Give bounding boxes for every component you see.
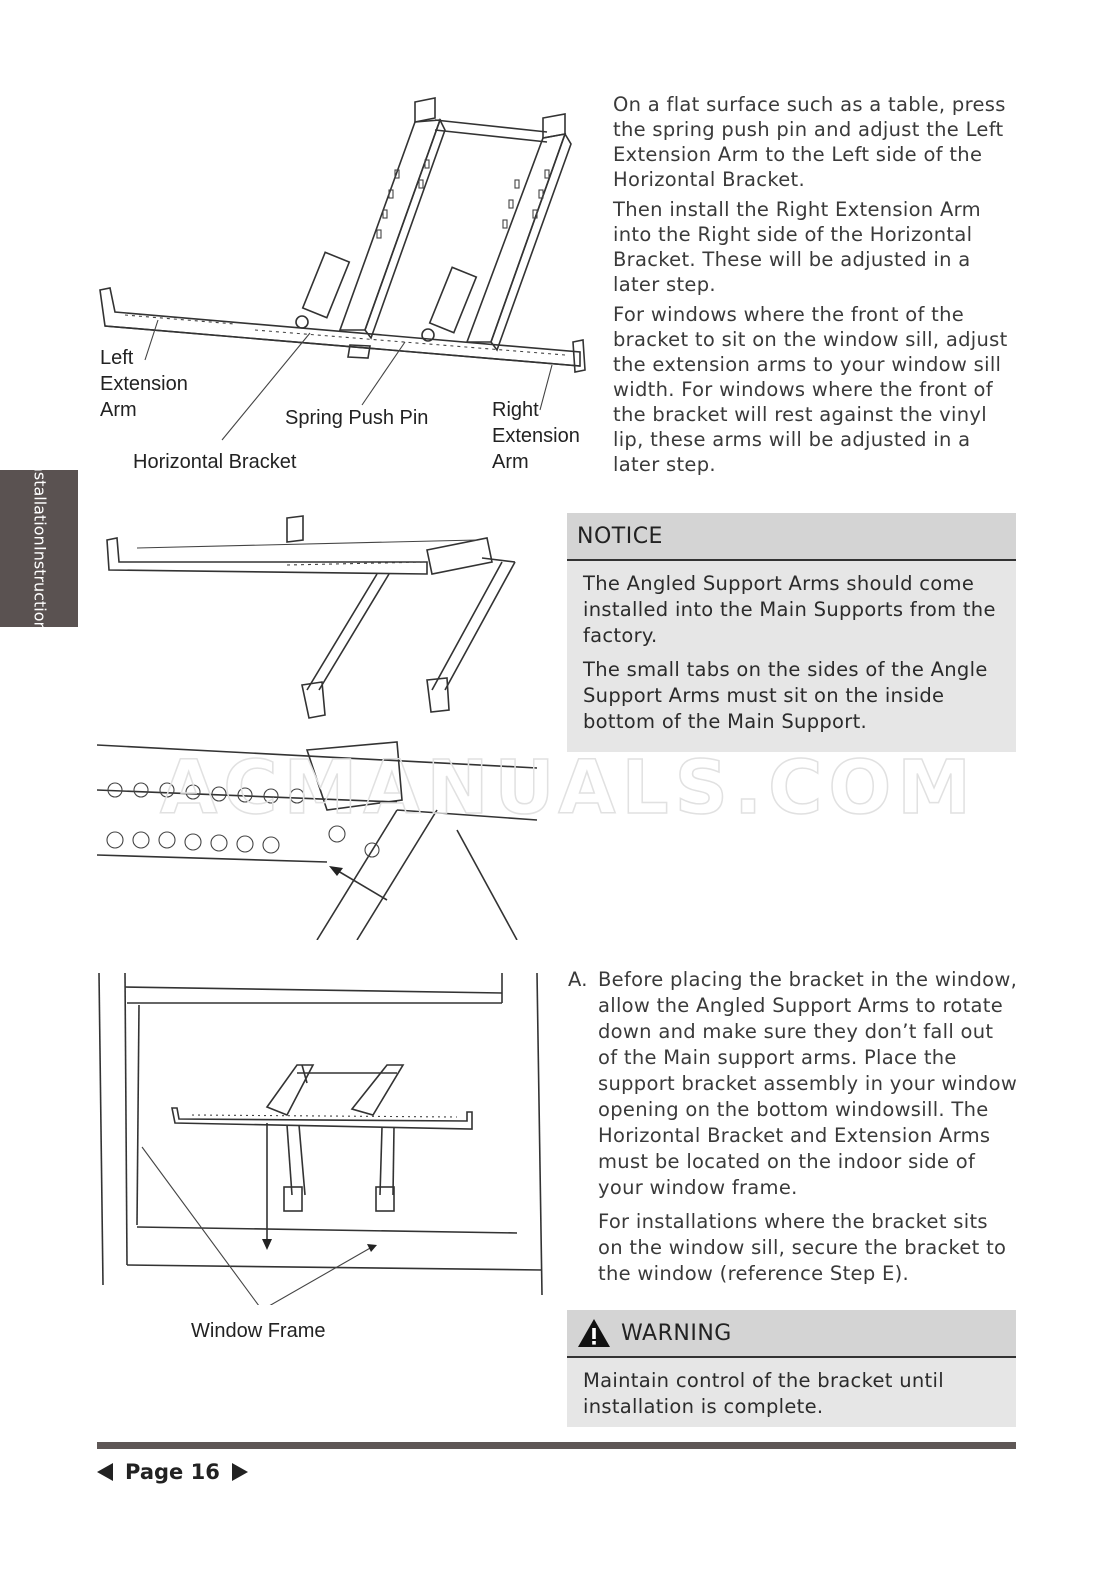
label-right-line3: Arm [492, 451, 529, 473]
figure-window-frame [97, 965, 547, 1305]
notice-paragraph-1: The Angled Support Arms should come installed into the Main Supports from the factory. [583, 572, 996, 647]
warning-title: WARNING [621, 1320, 732, 1346]
intro-paragraph-3: For windows where the front of the bracket to sit on the window sill, adjust the extension arms to your window sill width. For windows where the front of the bracket will rest against the vinyl lip, these arms will be adjusted in a later step. [613, 303, 1008, 476]
warning-text: Maintain control of the bracket until installation is complete. [583, 1369, 944, 1418]
step-a-paragraph-2: For installations where the bracket sits on the window sill, secure the bracket to the window (reference Step E). [598, 1210, 1007, 1285]
previous-page-icon[interactable] [97, 1463, 113, 1481]
label-right-extension-arm [492, 397, 580, 475]
label-left-extension-arm [100, 345, 188, 423]
footer-divider [97, 1442, 1016, 1449]
label-right-line2: Extension [492, 425, 580, 447]
intro-paragraph-1: On a flat surface such as a table, press the spring push pin and adjust the Left Extension Arm to the Left side of the Horizontal Bracket. [613, 93, 1006, 191]
notice-body [567, 561, 1016, 757]
notice-paragraph-2: The small tabs on the sides of the Angle Support Arms must sit on the inside bottom of the Main Support. [583, 658, 988, 733]
label-left-line1: Left [100, 347, 134, 369]
page-navigation [97, 1457, 248, 1487]
warning-box [567, 1310, 1016, 1427]
figure-angled-support-arms [97, 510, 547, 940]
label-spring-push-pin: Spring Push Pin [285, 407, 429, 429]
intro-paragraph-2: Then install the Right Extension Arm into the Right side of the Horizontal Bracket. These will be adjusted in a later step. [613, 198, 981, 296]
step-a-marker: A. [568, 968, 588, 991]
label-window-frame: Window Frame [191, 1320, 326, 1342]
warning-header [567, 1310, 1016, 1358]
intro-text [613, 92, 1008, 482]
page-number: Page 16 [125, 1460, 220, 1484]
label-right-line1: Right [492, 399, 539, 421]
step-a-paragraph-1: Before placing the bracket in the window, allow the Angled Support Arms to rotate down and make sure they don’t fall out of the Main support arms. Place the support bracket assembly in your window opening on the bottom windowsill. The Horizontal Bracket and Extension Arms must be located on the indoor side of your window frame. [598, 968, 1018, 1199]
side-tab-line1: Installation [30, 457, 50, 546]
warning-triangle-icon [577, 1318, 611, 1348]
watermark: ACMANUALS.COM [160, 745, 977, 831]
step-a [568, 967, 1018, 1292]
side-tab-line2: Instructions [30, 545, 50, 640]
label-left-line2: Extension [100, 373, 188, 395]
notice-box [567, 513, 1016, 752]
label-left-line3: Arm [100, 399, 137, 421]
label-horizontal-bracket: Horizontal Bracket [133, 451, 297, 473]
notice-title: NOTICE [567, 513, 1016, 561]
next-page-icon[interactable] [232, 1463, 248, 1481]
